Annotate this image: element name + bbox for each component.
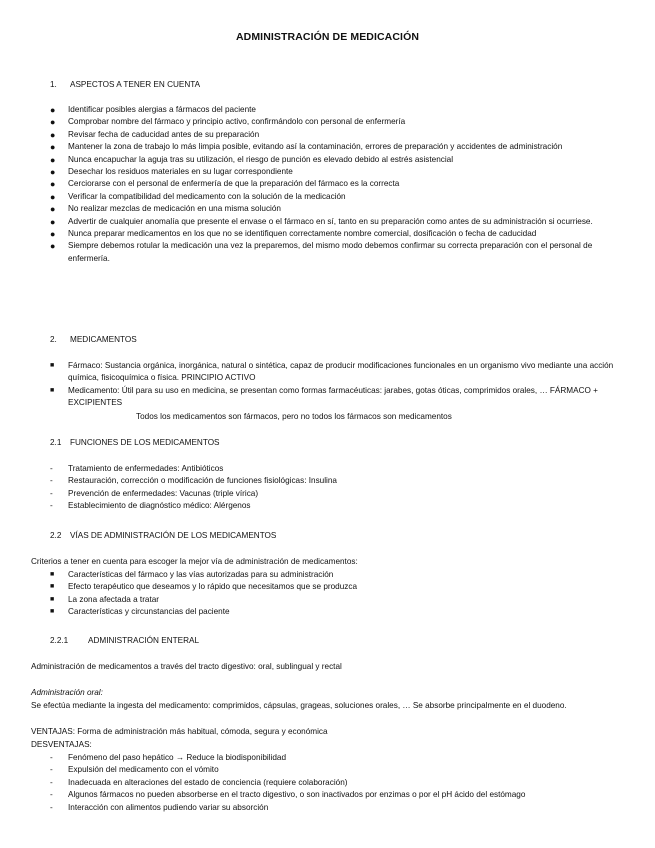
list-item-text: No realizar mezclas de medicación en una misma solución — [68, 204, 281, 214]
list-item-text: Advertir de cualquier anomalía que presente el envase o el fármaco en sí, tanto en su preparación como antes de su administración si ocurriese. — [68, 216, 593, 226]
section-1-heading — [50, 79, 200, 91]
square-marker: ■ — [50, 595, 55, 603]
section-2-heading — [50, 334, 137, 346]
enteral-intro: Administración de medicamentos a través del tracto digestivo: oral, sublingual y rectal — [31, 662, 342, 671]
medicaments-note: Todos los medicamentos son fármacos, pero no todos los fármacos son medicamentos — [136, 412, 452, 421]
list-item — [50, 777, 630, 789]
list-item — [50, 752, 630, 764]
square-marker: ■ — [50, 608, 55, 616]
list-item-text: Fenómeno del paso hepático → Reduce la biodisponibilidad — [68, 753, 287, 762]
list-item — [50, 500, 610, 512]
list-item — [50, 802, 630, 814]
section-number: 2.1 — [50, 438, 62, 447]
dash-marker: - — [50, 777, 53, 787]
oral-desventajas-label: DESVENTAJAS: — [31, 740, 92, 749]
list-item-text: Inadecuada en alteraciones del estado de conciencia (requiere colaboración) — [68, 777, 348, 787]
list-item — [50, 360, 625, 385]
bullet-marker: ● — [50, 191, 56, 202]
bullet-marker: ● — [50, 117, 56, 128]
routes-criteria-list — [50, 569, 610, 619]
dash-marker: - — [50, 802, 53, 812]
list-item-text: Tratamiento de enfermedades: Antibióticos — [68, 464, 224, 473]
list-item-text: Prevención de enfermedades: Vacunas (triple vírica) — [68, 488, 259, 498]
desventajas-list — [50, 752, 630, 814]
section-2-2-heading — [50, 530, 276, 542]
bullet-marker: ● — [50, 179, 56, 190]
list-item-text: Verificar la compatibilidad del medicamento con la solución de la medicación — [68, 191, 346, 201]
section-title: FUNCIONES DE LOS MEDICAMENTOS — [70, 438, 220, 447]
list-item — [50, 116, 620, 128]
list-item-text: Mantener la zona de trabajo lo más limpia posible, evitando así la contaminación, errores de preparación y accidentes de administración — [68, 142, 563, 152]
bullet-marker: ● — [50, 142, 56, 153]
list-item — [50, 104, 620, 116]
list-item-text: Medicamento: Útil para su uso en medicina, se presentan como formas farmacéuticas: jarabes, gotas óticas, comprimidos orales, … FÁRMACO + EXCIPIENTES — [68, 385, 598, 408]
section-2-1-heading — [50, 437, 220, 449]
bullet-marker: ● — [50, 216, 56, 227]
list-item-text: Nunca encapuchar la aguja tras su utilización, el riesgo de punción es elevado debido al estrés asistencial — [68, 154, 454, 164]
square-marker: ■ — [50, 386, 55, 394]
list-item-text: Características del fármaco y las vías autorizadas para su administración — [68, 570, 334, 579]
dash-marker: - — [50, 753, 53, 762]
list-item-text: Nunca preparar medicamentos en los que no se identifiquen correctamente nombre comercial, dosificación o fecha de caducidad — [68, 229, 537, 239]
oral-ventajas: VENTAJAS: Forma de administración más habitual, cómoda, segura y económica — [31, 727, 328, 736]
dash-marker: - — [50, 476, 53, 486]
bullet-marker: ● — [50, 105, 56, 115]
list-item-text: Siempre debemos rotular la medicación una vez la preparemos, del mismo modo debemos confirmar su correcta preparación con el personal de enfermería. — [68, 241, 593, 263]
list-item — [50, 129, 620, 141]
list-item — [50, 178, 620, 190]
list-item — [50, 475, 610, 487]
list-item-text: Revisar fecha de caducidad antes de su preparación — [68, 129, 260, 139]
list-item — [50, 463, 610, 475]
list-item — [50, 141, 620, 153]
list-item — [50, 191, 620, 203]
list-item-text: Restauración, corrección o modificación de funciones fisiológicas: Insulina — [68, 476, 337, 486]
section-number: 1. — [50, 80, 57, 89]
list-item-text: Comprobar nombre del fármaco y principio activo, confirmándolo con personal de enfermería — [68, 117, 406, 127]
list-item-text: Interacción con alimentos pudiendo variar su absorción — [68, 802, 269, 812]
aspects-list — [50, 104, 620, 265]
list-item-text: Cerciorarse con el personal de enfermería de que la preparación del fármaco es la correcta — [68, 179, 400, 189]
dash-marker: - — [50, 790, 53, 800]
oral-title: Administración oral: — [31, 688, 103, 697]
list-item — [50, 594, 610, 606]
list-item — [50, 216, 620, 228]
list-item-text: Algunos fármacos no pueden absorberse en el tracto digestivo, o son inactivados por enzimas o por el pH ácido del estómago — [68, 790, 526, 800]
routes-intro: Criterios a tener en cuenta para escoger la mejor vía de administración de medicamentos: — [31, 557, 358, 566]
dash-marker: - — [50, 488, 53, 498]
section-title: MEDICAMENTOS — [70, 335, 137, 344]
list-item — [50, 228, 620, 240]
dash-marker: - — [50, 765, 53, 775]
dash-marker: - — [50, 464, 53, 473]
bullet-marker: ● — [50, 129, 56, 140]
list-item — [50, 764, 630, 776]
list-item-text: Desechar los residuos materiales en su lugar correspondiente — [68, 167, 293, 177]
list-item-text: Características y circunstancias del paciente — [68, 607, 230, 617]
list-item-text: La zona afectada a tratar — [68, 594, 160, 604]
list-item — [50, 240, 620, 265]
section-title: VÍAS DE ADMINISTRACIÓN DE LOS MEDICAMENTOS — [70, 531, 277, 540]
oral-text: Se efectúa mediante la ingesta del medicamento: comprimidos, cápsulas, grageas, soluciones orales, … Se absorbe principalmente en el duodeno. — [31, 701, 567, 710]
square-marker: ■ — [50, 571, 55, 578]
section-number: 2.2 — [50, 531, 62, 540]
bullet-marker: ● — [50, 167, 56, 178]
square-marker: ■ — [50, 362, 55, 369]
section-2-2-1-heading — [50, 635, 199, 647]
bullet-marker: ● — [50, 154, 56, 165]
section-number: 2. — [50, 335, 57, 344]
square-marker: ■ — [50, 583, 55, 591]
list-item — [50, 154, 620, 166]
bullet-marker: ● — [50, 229, 56, 240]
list-item-text: Expulsión del medicamento con el vómito — [68, 765, 219, 775]
list-item — [50, 385, 625, 410]
list-item-text: Establecimiento de diagnóstico médico: Alérgenos — [68, 501, 251, 511]
list-item — [50, 203, 620, 215]
functions-list — [50, 463, 610, 513]
section-title: ASPECTOS A TENER EN CUENTA — [70, 80, 201, 89]
list-item-text: Efecto terapéutico que deseamos y lo rápido que necesitamos que se produzca — [68, 582, 358, 592]
section-number: 2.2.1 — [50, 636, 69, 645]
dash-marker: - — [50, 501, 53, 511]
list-item-text: Fármaco: Sustancia orgánica, inorgánica, natural o sintética, capaz de producir modificaciones funcionales en un organismo vivo mediante una acción química, fisicoquímica o física. PRINCIPIO ACTIVO — [68, 361, 614, 383]
medicaments-list — [50, 360, 625, 410]
list-item-text: Identificar posibles alergias a fármacos del paciente — [68, 105, 256, 114]
section-title: ADMINISTRACIÓN ENTERAL — [88, 636, 199, 645]
bullet-marker: ● — [50, 241, 56, 252]
list-item — [50, 488, 610, 500]
list-item — [50, 581, 610, 593]
list-item — [50, 166, 620, 178]
list-item — [50, 789, 630, 801]
bullet-marker: ● — [50, 204, 56, 215]
list-item — [50, 569, 610, 581]
document-title: ADMINISTRACIÓN DE MEDICACIÓN — [235, 31, 420, 43]
list-item — [50, 606, 610, 618]
